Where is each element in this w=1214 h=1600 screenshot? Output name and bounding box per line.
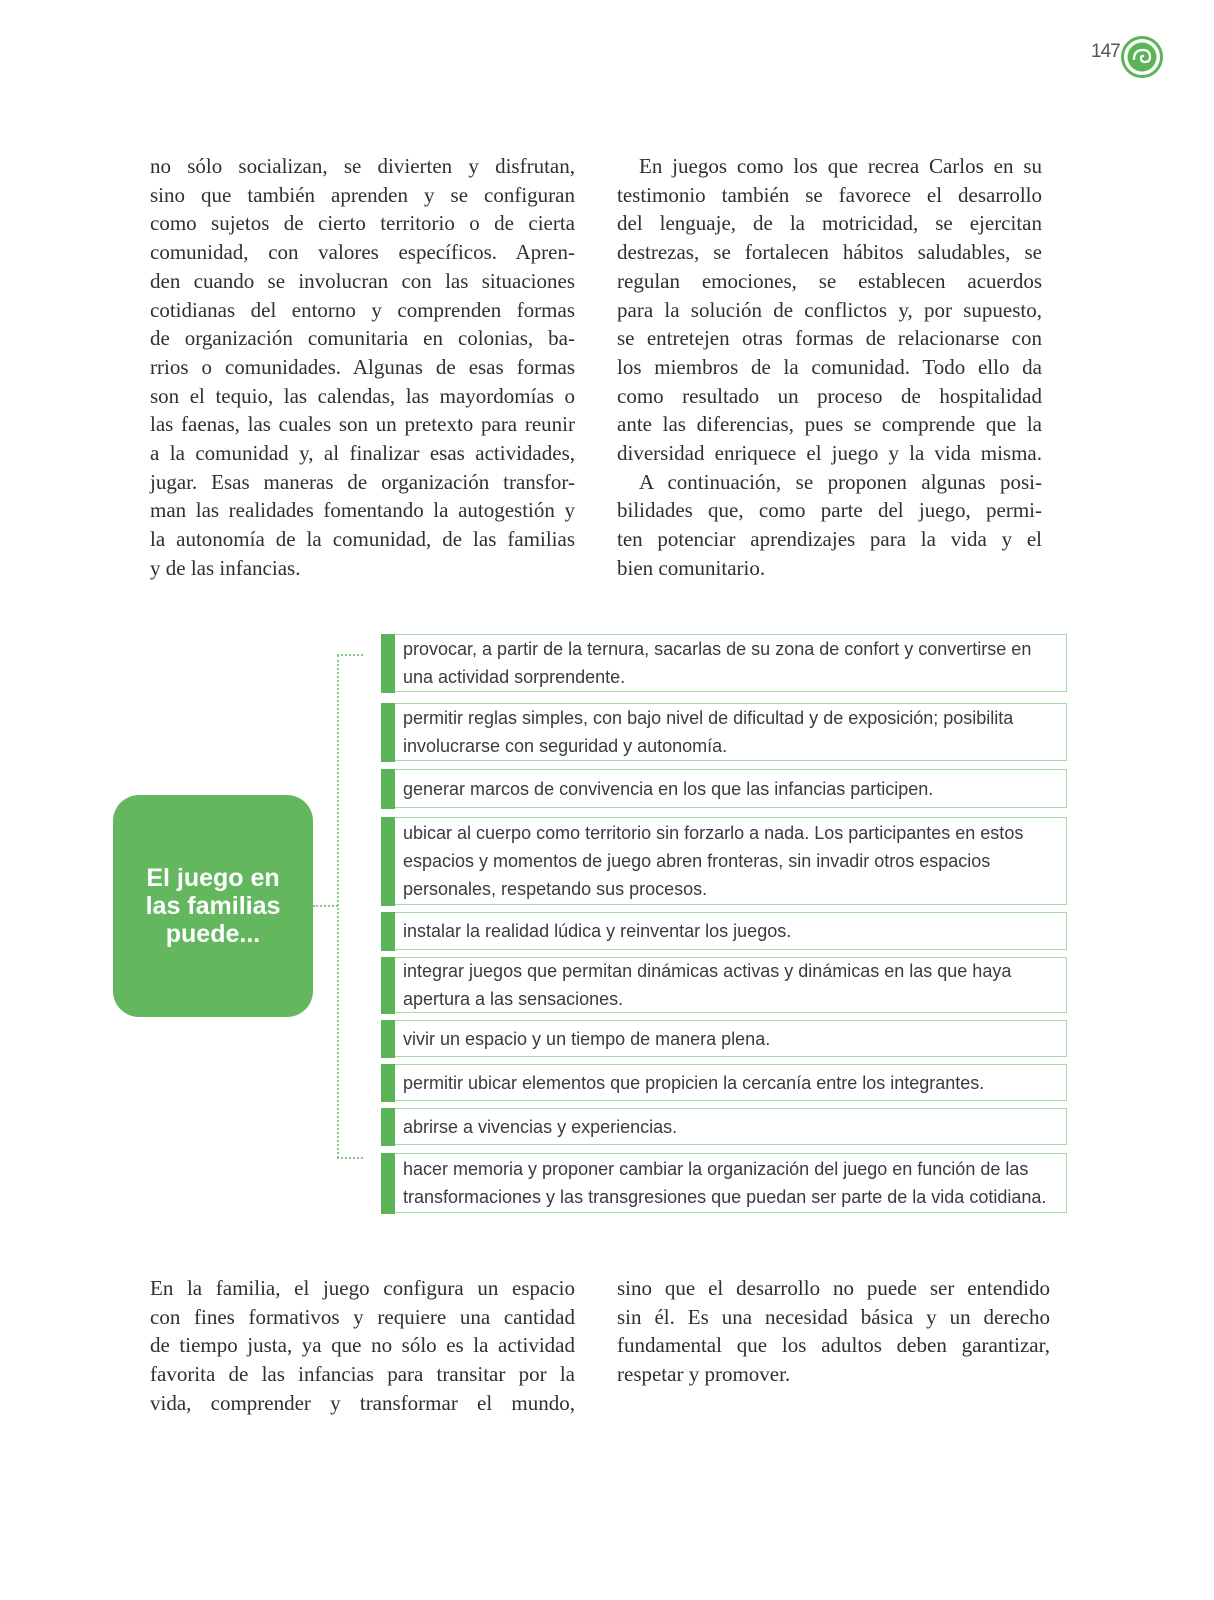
text-line: A continuación, se proponen algunas posi- [639, 469, 1042, 494]
connector-hub [313, 905, 338, 907]
text-line: espacios y momentos de juego abren fronteras, sin invadir otros espacios [403, 851, 991, 871]
text-line: rrios o comunidades. Algunas de esas formas [150, 354, 575, 379]
hub-label-line: las familias [145, 892, 281, 920]
item-text [403, 1113, 1066, 1141]
text-line: abrirse a vivencias y experiencias. [403, 1116, 678, 1137]
text-line: diversidad enriquece el juego y la vida misma. [617, 441, 1042, 466]
text-line: personales, respetando sus procesos. [403, 879, 708, 899]
text-line: ante las diferencias, pues se comprende que la [617, 412, 1042, 437]
text-line: permitir ubicar elementos que propicien la cercanía entre los integrantes. [403, 1072, 985, 1093]
text-line: y de las infancias. [150, 555, 301, 580]
text-line: bilidades que, como parte del juego, permi- [617, 498, 1042, 523]
text-line: instalar la realidad lúdica y reinventar los juegos. [403, 921, 792, 941]
page-number: 147 [1091, 41, 1120, 62]
item-marker [381, 1108, 395, 1146]
text-line: sin él. Es una necesidad básica y un derecho [617, 1304, 1050, 1329]
connector-top [337, 654, 363, 656]
diagram-item [381, 703, 1067, 761]
text-line: comunidad, con valores específicos. Apren- [150, 240, 575, 265]
item-marker [381, 817, 395, 906]
paragraph [150, 152, 575, 583]
item-marker [381, 1064, 395, 1102]
text-column-top-left [150, 152, 575, 583]
text-line: vida, comprender y transformar el mundo, [150, 1390, 575, 1415]
text-line: den cuando se involucran con las situaciones [150, 268, 575, 293]
text-line: vivir un espacio y un tiempo de manera plena. [403, 1028, 771, 1049]
text-line: sino que el desarrollo no puede ser entendido [617, 1276, 1050, 1300]
text-line: favorita de las infancias para transitar por la [150, 1362, 575, 1387]
text-line: En la familia, el juego configura un espacio [150, 1276, 575, 1300]
item-marker [381, 703, 395, 762]
paragraph [617, 468, 1042, 583]
diagram-item [381, 1020, 1067, 1057]
text-line: la autonomía de la comunidad, de las familias [150, 527, 575, 552]
item-marker [381, 769, 395, 809]
item-text [403, 1025, 1066, 1053]
diagram-item [381, 769, 1067, 808]
text-line: se entretejen otras formas de relacionarse con [617, 326, 1042, 351]
text-line: como resultado un proceso de hospitalidad [617, 383, 1042, 408]
item-text [403, 1069, 1066, 1097]
text-line: respetar y promover. [617, 1362, 791, 1387]
text-line: man las realidades fomentando la autogestión y [150, 498, 575, 523]
item-marker [381, 957, 395, 1014]
diagram-item [381, 817, 1067, 905]
text-column-bottom-right [617, 1274, 1050, 1389]
text-line: ubicar al cuerpo como territorio sin forzarlo a nada. Los participantes en estos [403, 823, 1024, 843]
text-line: del lenguaje, de la motricidad, se ejercitan [617, 211, 1042, 236]
text-line: jugar. Esas maneras de organización transfor- [150, 469, 575, 494]
text-column-top-right [617, 152, 1042, 583]
text-line: regulan emociones, se establecen acuerdos [617, 268, 1042, 293]
text-line: fundamental que los adultos deben garantizar, [617, 1333, 1050, 1358]
text-line: ten potenciar aprendizajes para la vida y el [617, 527, 1042, 552]
item-text [403, 635, 1066, 691]
text-line: involucrarse con seguridad y autonomía. [403, 736, 728, 756]
text-line: apertura a las sensaciones. [403, 989, 624, 1009]
text-line: a la comunidad y, al finalizar esas actividades, [150, 441, 575, 466]
item-marker [381, 1153, 395, 1214]
diagram-hub [113, 795, 313, 1017]
diagram-item [381, 912, 1067, 950]
item-marker [381, 634, 395, 693]
diagram-item [381, 1064, 1067, 1101]
connector-spine [337, 655, 339, 1158]
item-text [403, 957, 1066, 1013]
text-line: como sujetos de cierto territorio o de cierta [150, 211, 575, 236]
diagram-item [381, 1108, 1067, 1145]
item-text [403, 917, 1066, 945]
text-line: transformaciones y las transgresiones que puedan ser parte de la vida cotidiana. [403, 1187, 1047, 1207]
item-text [403, 775, 1066, 803]
hub-label-line: El juego en [146, 864, 280, 892]
item-marker [381, 1020, 395, 1058]
text-line: En juegos como los que recrea Carlos en su [639, 154, 1042, 178]
hub-label-line: puede... [165, 920, 261, 948]
emblem-icon [1120, 35, 1164, 79]
text-line: generar marcos de convivencia en los que las infancias participen. [403, 778, 934, 799]
item-text [403, 1155, 1066, 1211]
text-line: hacer memoria y proponer cambiar la organización del juego en función de las [403, 1159, 1029, 1179]
text-line: los miembros de la comunidad. Todo ello da [617, 354, 1042, 379]
text-line: cotidianas del entorno y comprenden formas [150, 297, 575, 322]
diagram-item [381, 634, 1067, 692]
text-line: de organización comunitaria en colonias, ba- [150, 326, 575, 351]
text-line: testimonio también se favorece el desarrollo [617, 182, 1042, 207]
paragraph [617, 152, 1042, 468]
diagram-item [381, 957, 1067, 1013]
text-line: las faenas, las cuales son un pretexto para reunir [150, 412, 575, 437]
text-line: permitir reglas simples, con bajo nivel de dificultad y de exposición; posibilita [403, 708, 1014, 728]
connector-bottom [337, 1157, 363, 1159]
diagram-item [381, 1153, 1067, 1213]
text-line: con fines formativos y requiere una cantidad [150, 1304, 575, 1329]
text-line: sino que también aprenden y se configuran [150, 182, 575, 207]
text-line: son el tequio, las calendas, las mayordomías o [150, 383, 575, 408]
text-column-bottom-left [150, 1274, 575, 1418]
item-text [403, 819, 1066, 903]
text-line: bien comunitario. [617, 555, 766, 580]
text-line: para la solución de conflictos y, por supuesto, [617, 297, 1042, 322]
text-line: una actividad sorprendente. [403, 667, 626, 687]
text-line: no sólo socializan, se divierten y disfrutan, [150, 154, 575, 178]
paragraph [617, 1274, 1050, 1389]
text-line: destrezas, se fortalecen hábitos saludables, se [617, 240, 1042, 265]
item-text [403, 704, 1066, 760]
text-line: integrar juegos que permitan dinámicas activas y dinámicas en las que haya [403, 961, 1012, 981]
paragraph [150, 1274, 575, 1418]
item-marker [381, 912, 395, 951]
text-line: de tiempo justa, ya que no sólo es la actividad [150, 1333, 575, 1358]
text-line: provocar, a partir de la ternura, sacarlas de su zona de confort y convertirse en [403, 639, 1032, 659]
